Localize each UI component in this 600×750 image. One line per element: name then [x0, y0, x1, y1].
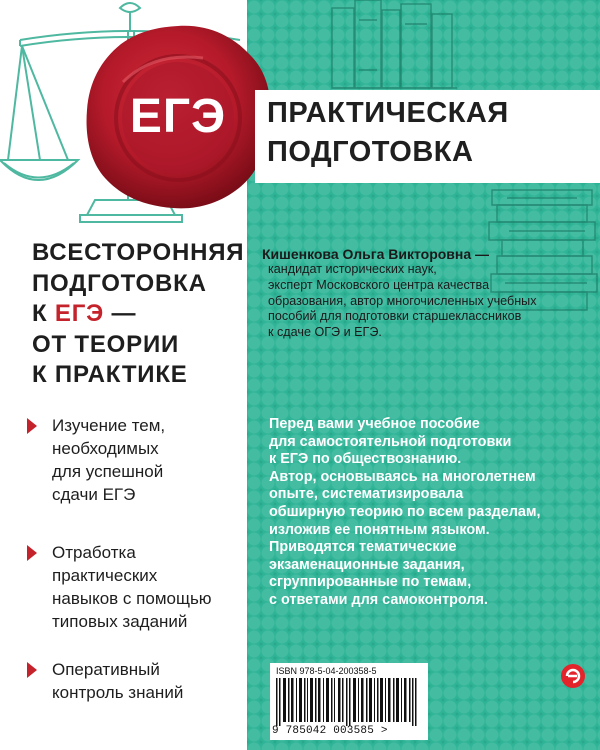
description-line: сгруппированные по темам, [269, 574, 472, 591]
bullet-triangle-icon [27, 545, 37, 561]
headline-prefix: К [32, 300, 55, 327]
description-line: обширную теорию по всем разделам, [269, 503, 541, 520]
description-line: с ответами для самоконтроля. [269, 591, 488, 608]
headline-line-1: ВСЕСТОРОННЯЯ [32, 239, 245, 266]
bullet-triangle-icon [27, 418, 37, 434]
title-line-2: ПОДГОТОВКА [267, 136, 474, 168]
seal-label: ЕГЭ [129, 90, 227, 143]
description-line: изложив ее понятным языком. [269, 521, 490, 538]
publisher-logo-icon [560, 663, 586, 689]
author-bio-line: кандидат исторических наук, [268, 262, 437, 276]
barcode-digits: 9 785042 003585 > [272, 725, 388, 737]
author-dash: — [471, 246, 490, 262]
description-line: экзаменационные задания, [269, 556, 465, 573]
description-line: Автор, основываясь на многолетнем [269, 468, 536, 485]
headline-suffix: — [104, 300, 137, 327]
headline-line-5: К ПРАКТИКЕ [32, 361, 188, 388]
bullet-line: Изучение тем, [52, 416, 166, 435]
author-bio-line: образования, автор многочисленных учебных [268, 293, 537, 308]
bullet-item [27, 541, 247, 633]
isbn-text: ISBN 978-5-04-200358-5 [276, 666, 377, 676]
author-block [262, 246, 582, 341]
bullet-line: сдачи ЕГЭ [52, 485, 136, 504]
bullet-item [27, 414, 247, 506]
bullet-line: типовых заданий [52, 612, 188, 631]
bullet-line: навыков с помощью [52, 589, 212, 608]
bullet-line: контроль знаний [52, 683, 184, 702]
bullet-item [27, 658, 247, 704]
title-line-1: ПРАКТИЧЕСКАЯ [267, 97, 509, 129]
title-band [255, 90, 600, 183]
barcode-icon [276, 678, 422, 726]
headline-line-3 [32, 299, 252, 330]
author-name: Кишенкова Ольга Викторовна [262, 246, 472, 262]
bullet-line: Оперативный [52, 660, 160, 679]
author-bio-line: эксперт Московского центра качества [268, 277, 490, 292]
description-line: к ЕГЭ по обществознанию. [269, 451, 462, 468]
bullet-line: для успешной [52, 462, 164, 481]
headline-line-2: ПОДГОТОВКА [32, 269, 207, 297]
author-name-line [262, 246, 582, 262]
description-line: Перед вами учебное пособие [269, 416, 480, 432]
bullet-line: Отработка [52, 543, 136, 562]
description-line: для самостоятельной подготовки [269, 433, 512, 450]
author-bio-line: к сдаче ОГЭ и ЕГЭ. [268, 325, 382, 340]
description-line: Приводятся тематические [269, 539, 457, 556]
bullet-line: практических [52, 566, 158, 585]
description-block [269, 416, 589, 610]
barcode-box [270, 663, 428, 740]
headline [32, 238, 252, 391]
bullet-triangle-icon [27, 662, 37, 678]
headline-accent: ЕГЭ [54, 300, 105, 327]
author-bio-line: пособий для подготовки старшеклассников [268, 309, 522, 324]
bullet-line: необходимых [52, 439, 159, 458]
description-line: опыте, систематизировала [269, 486, 464, 503]
headline-line-4: ОТ ТЕОРИИ [32, 330, 180, 358]
